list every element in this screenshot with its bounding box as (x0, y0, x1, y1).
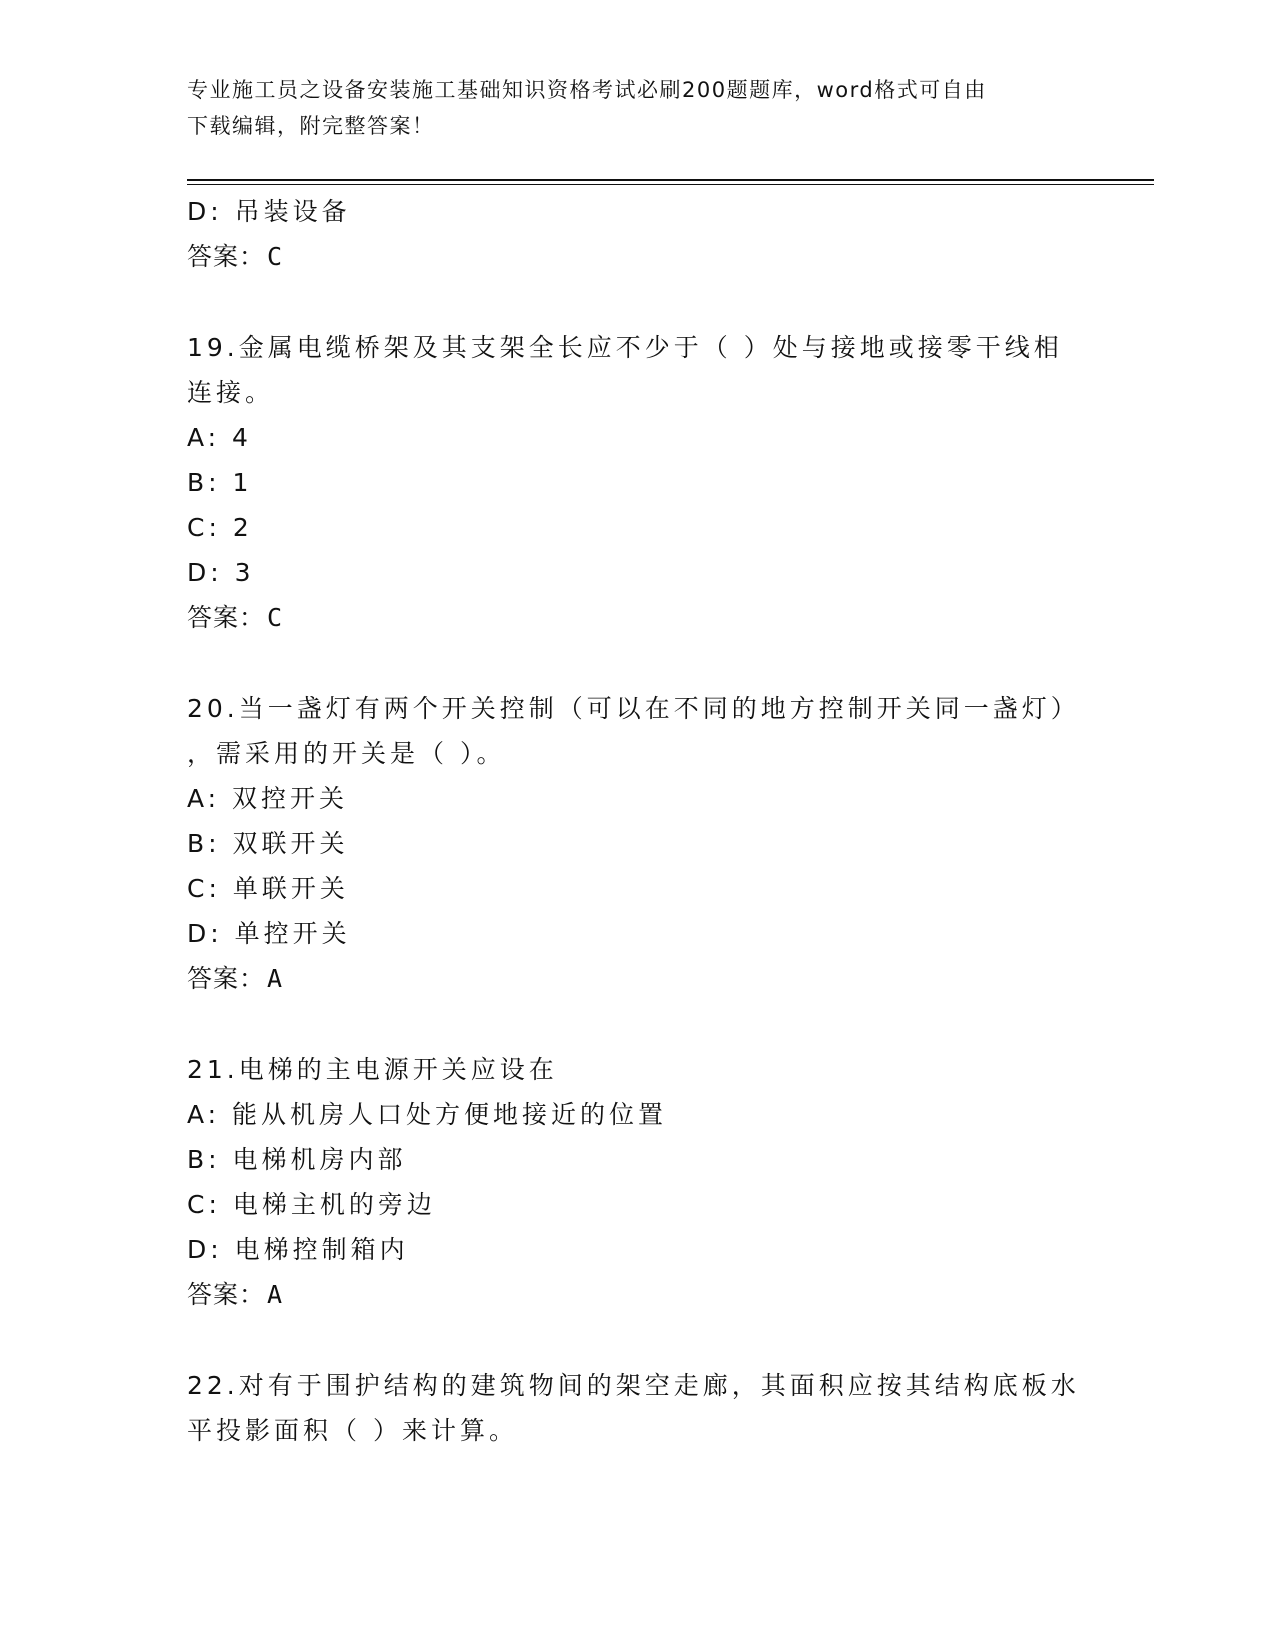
question-21 (187, 1047, 1067, 1317)
header-divider-thin (187, 184, 1154, 185)
prev-answer (187, 234, 1067, 279)
question-19-answer (187, 595, 1067, 640)
spacer (187, 640, 1067, 686)
answer-value: A (267, 1280, 284, 1309)
question-19-option-a: A: 4 (187, 423, 252, 452)
answer-label: 答案： (187, 1280, 266, 1309)
question-19-option-d: D: 3 (187, 558, 255, 587)
question-20-option-d: D: 单控开关 (187, 919, 351, 948)
question-21-option-d: D: 电梯控制箱内 (187, 1235, 409, 1264)
question-20-option-b: B: 双联开关 (187, 829, 349, 858)
prev-option-d: D: 吊装设备 (187, 197, 351, 226)
answer-value: C (267, 242, 284, 271)
header-line-1: 专业施工员之设备安装施工基础知识资格考试必刷200题题库，word格式可自由 (187, 78, 987, 102)
question-21-option-b: B: 电梯机房内部 (187, 1145, 407, 1174)
question-20-option-c: C: 单联开关 (187, 874, 349, 903)
question-19-stem-line-1: 19.金属电缆桥架及其支架全长应不少于（ ）处与接地或接零干线相 (187, 333, 1063, 362)
answer-value: A (267, 964, 284, 993)
question-20 (187, 686, 1080, 1001)
answer-label: 答案： (187, 964, 266, 993)
question-20-stem-line-2: ，需采用的开关是（ ）。 (187, 739, 506, 768)
answer-label: 答案： (187, 603, 266, 632)
question-19-stem-line-2: 连接。 (187, 378, 275, 407)
header-divider-thick (187, 179, 1154, 181)
question-20-stem-line-1: 20.当一盏灯有两个开关控制（可以在不同的地方控制开关同一盏灯） (187, 694, 1080, 723)
question-21-option-c: C: 电梯主机的旁边 (187, 1190, 436, 1219)
question-22-stem-line-1: 22.对有于围护结构的建筑物间的架空走廊，其面积应按其结构底板水 (187, 1371, 1080, 1400)
question-20-option-a: A: 双控开关 (187, 784, 349, 813)
question-22-stem-line-2: 平投影面积（ ）来计算。 (187, 1416, 518, 1445)
spacer (187, 1317, 1067, 1363)
header-line-2: 下载编辑，附完整答案！ (187, 114, 435, 138)
spacer (187, 1001, 1067, 1047)
question-22 (187, 1363, 1080, 1453)
question-20-answer (187, 956, 1067, 1001)
answer-value: C (267, 603, 284, 632)
question-19-option-b: B: 1 (187, 468, 253, 497)
spacer (187, 279, 1067, 325)
question-21-answer (187, 1272, 1067, 1317)
question-19-option-c: C: 2 (187, 513, 253, 542)
question-19 (187, 325, 1067, 640)
question-21-stem-line-1: 21.电梯的主电源开关应设在 (187, 1055, 558, 1084)
document-header (187, 72, 1067, 144)
answer-label: 答案： (187, 242, 266, 271)
question-21-option-a: A: 能从机房人口处方便地接近的位置 (187, 1100, 668, 1129)
question-list (187, 189, 1080, 1453)
